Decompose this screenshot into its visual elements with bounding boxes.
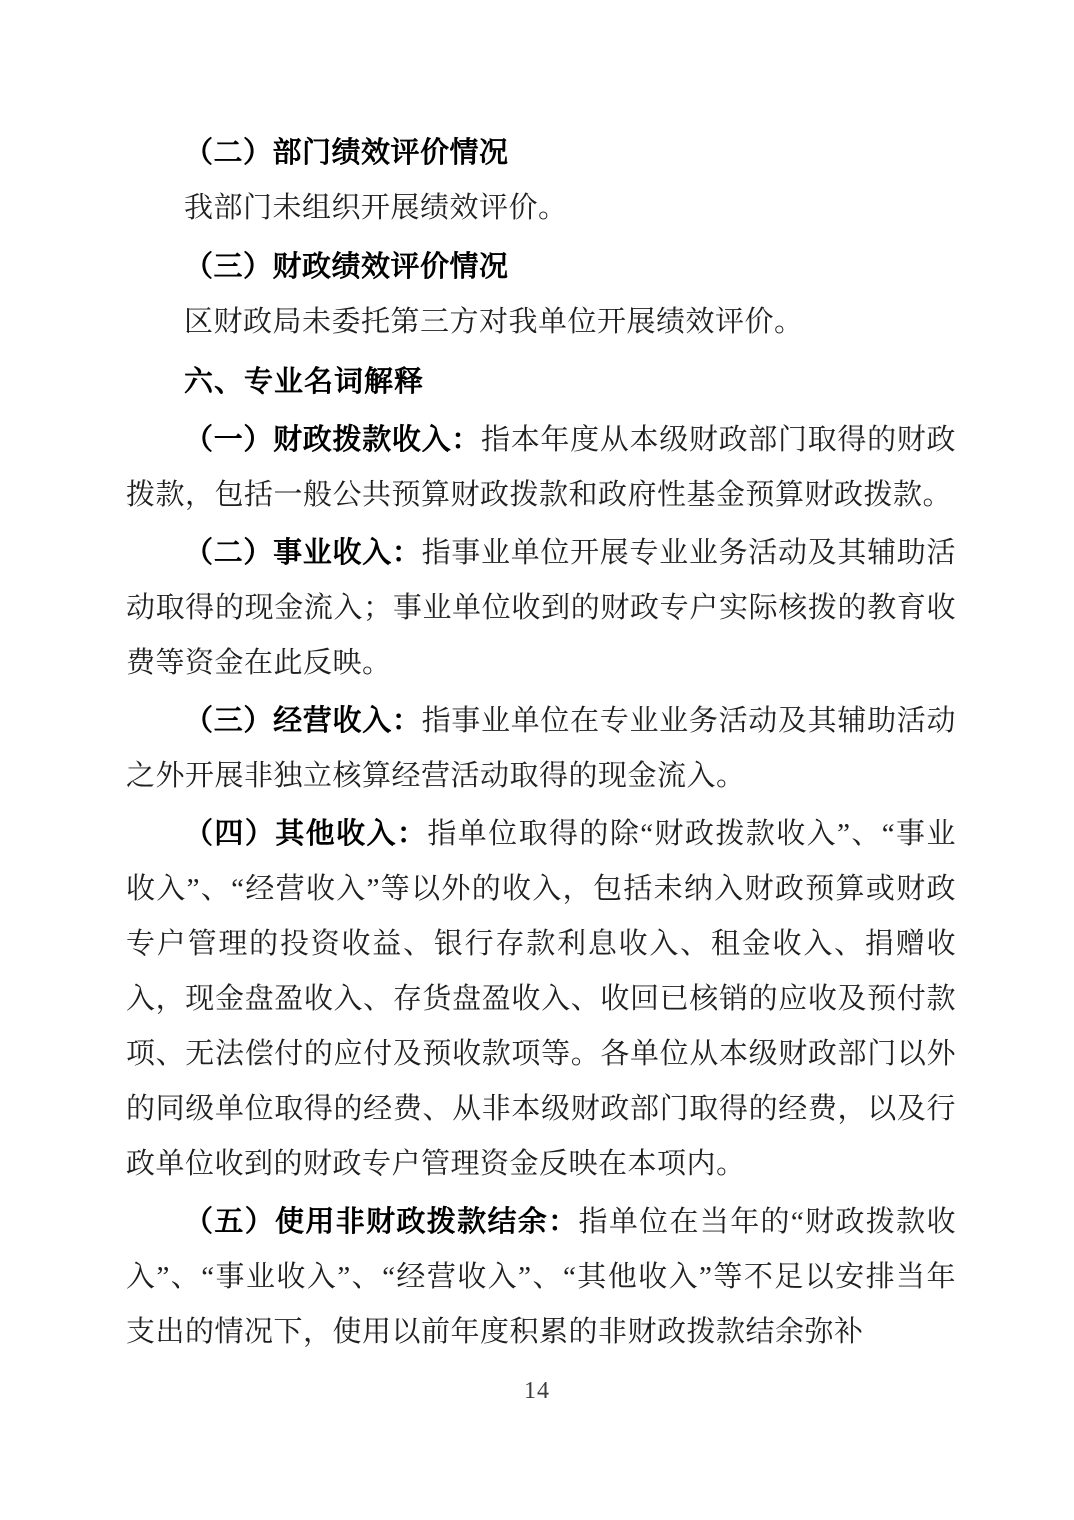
page-number: 14 (524, 1378, 550, 1404)
term-body-institutional-income: 指事业单位开展专业业务活动及其辅助活动取得的现金流入；事业单位收到的财政专户实际核拨的教育收费等资金在此反映。 (126, 537, 956, 679)
term-lead-non-fiscal-surplus: （五）使用非财政拨款结余： (184, 1206, 579, 1238)
subheading-fiscal-performance-eval: （三）财政绩效评价情况 (184, 251, 509, 283)
term-non-fiscal-surplus (126, 1195, 956, 1360)
term-lead-operating-income: （三）经营收入： (184, 705, 422, 737)
term-other-income (126, 807, 956, 1192)
paragraph-dept-performance-eval: 我部门未组织开展绩效评价。 (184, 192, 568, 224)
term-body-fiscal-appropriation-income: 指本年度从本级财政部门取得的财政拨款，包括一般公共预算财政拨款和政府性基金预算财政拨款。 (126, 424, 956, 511)
subheading-dept-performance-eval: （二）部门绩效评价情况 (184, 137, 509, 169)
term-body-other-income: 指单位取得的除“财政拨款收入”、“事业收入”、“经营收入”等以外的收入，包括未纳入财政预算或财政专户管理的投资收益、银行存款利息收入、租金收入、捐赠收入，现金盘盈收入、存货盘盈收入、收回已核销的应收及预付款项、无法偿付的应付及预收款项等。各单位从本级财政部门以外的同级单位取得的经费、从非本级财政部门取得的经费，以及行政单位收到的财政专户管理资金反映在本项内。 (126, 818, 956, 1180)
document-content (126, 126, 956, 1360)
page-footer (0, 1378, 1074, 1405)
term-institutional-income (126, 526, 956, 691)
term-body-operating-income: 指事业单位在专业业务活动及其辅助活动之外开展非独立核算经营活动取得的现金流入。 (126, 705, 956, 792)
heading-terminology: 六、专业名词解释 (184, 366, 425, 398)
term-lead-fiscal-appropriation-income: （一）财政拨款收入： (184, 424, 481, 456)
paragraph-fiscal-performance-eval: 区财政局未委托第三方对我单位开展绩效评价。 (184, 306, 804, 338)
term-lead-institutional-income: （二）事业收入： (184, 537, 422, 569)
term-lead-other-income: （四）其他收入： (184, 818, 428, 850)
term-fiscal-appropriation-income (126, 413, 956, 523)
term-operating-income (126, 694, 956, 804)
term-body-non-fiscal-surplus: 指单位在当年的“财政拨款收入”、“事业收入”、“经营收入”、“其他收入”等不足以安排当年支出的情况下，使用以前年度积累的非财政拨款结余弥补 (126, 1206, 956, 1348)
